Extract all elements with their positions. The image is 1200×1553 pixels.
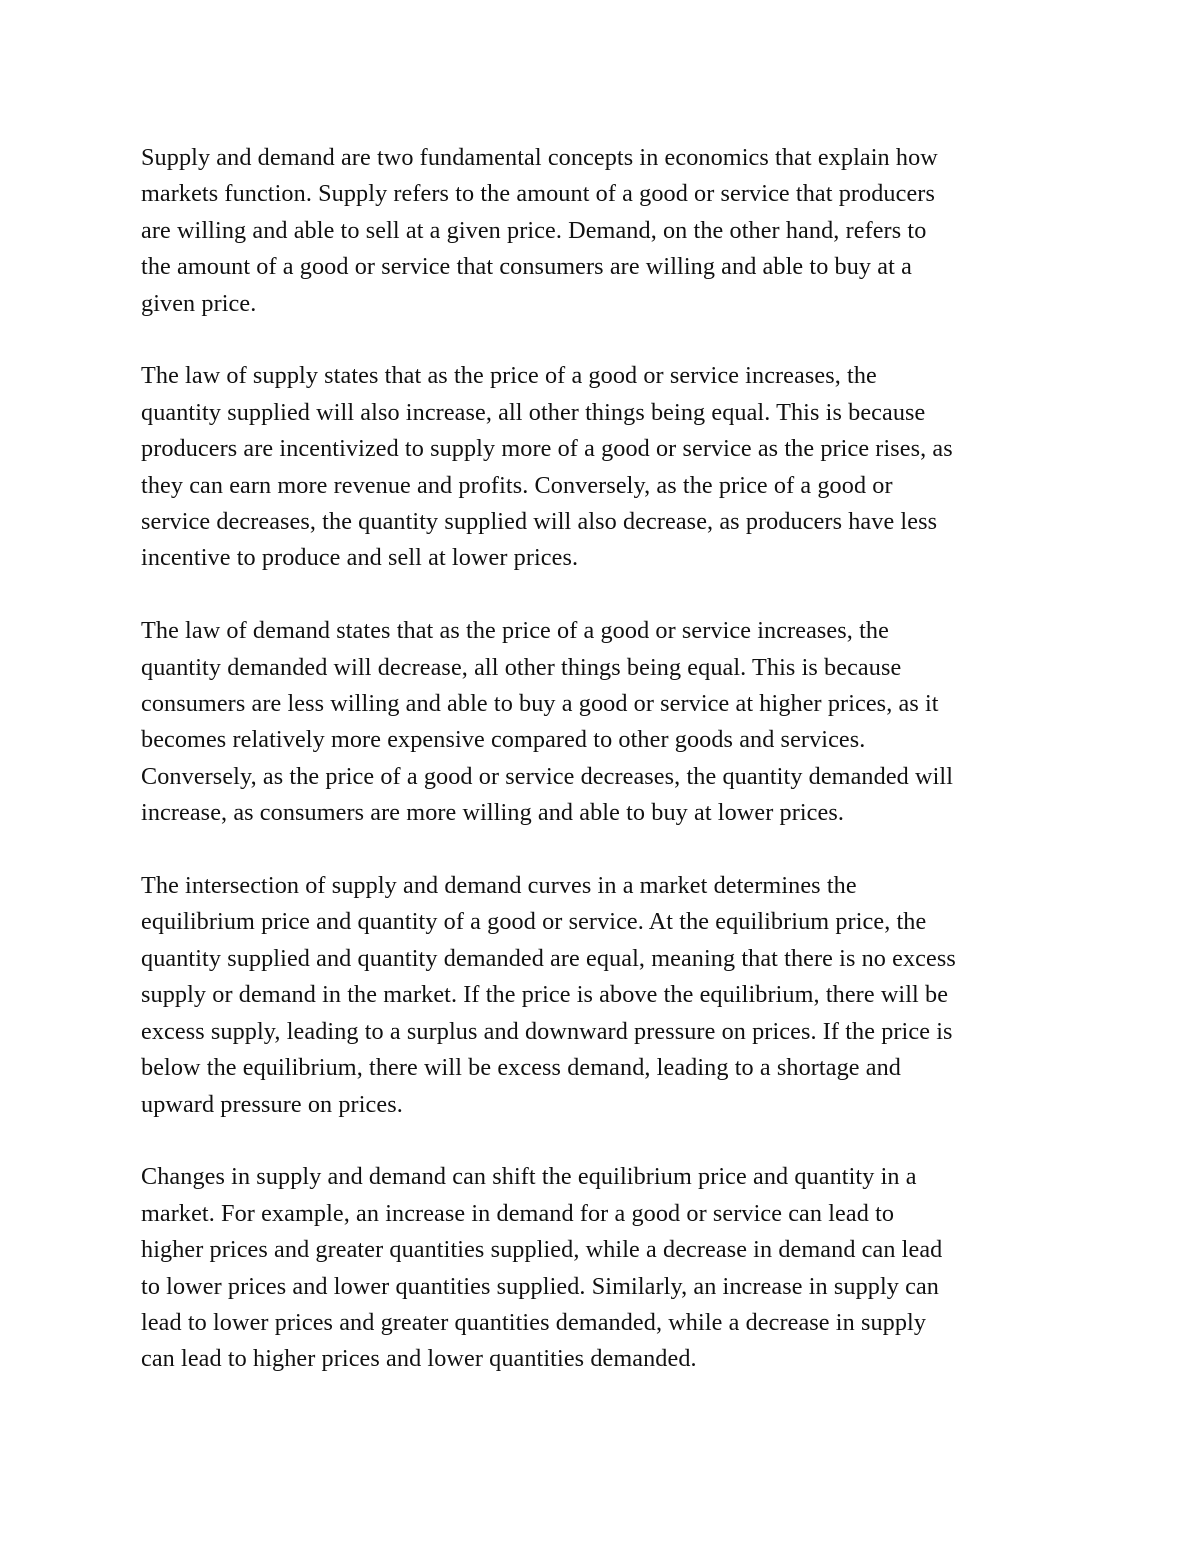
text-line: lead to lower prices and greater quantities demanded, while a decrease in supply — [141, 1308, 927, 1336]
text-line: are willing and able to sell at a given price. Demand, on the other hand, refers to — [141, 216, 927, 244]
text-line: they can earn more revenue and profits. Conversely, as the price of a good or — [141, 471, 893, 499]
text-line: quantity supplied and quantity demanded are equal, meaning that there is no excess — [141, 944, 956, 972]
text-line: markets function. Supply refers to the amount of a good or service that producers — [141, 180, 935, 208]
text-line: producers are incentivized to supply more of a good or service as the price rises, as — [141, 435, 953, 463]
paragraph-supply-demand-intro — [141, 140, 1071, 322]
text-line: higher prices and greater quantities supplied, while a decrease in demand can lead — [141, 1236, 943, 1264]
paragraph-equilibrium — [141, 868, 1071, 1123]
text-line: quantity supplied will also increase, all other things being equal. This is because — [141, 398, 926, 426]
text-line: increase, as consumers are more willing and able to buy at lower prices. — [141, 799, 845, 827]
text-line: The law of supply states that as the price of a good or service increases, the — [141, 362, 877, 390]
document-body — [141, 140, 1071, 1414]
paragraph-law-of-supply — [141, 358, 1071, 576]
text-line: consumers are less willing and able to buy a good or service at higher prices, as it — [141, 690, 939, 718]
text-line: supply or demand in the market. If the price is above the equilibrium, there will be — [141, 981, 949, 1009]
text-line: upward pressure on prices. — [141, 1090, 403, 1118]
text-line: service decreases, the quantity supplied will also decrease, as producers have less — [141, 508, 938, 536]
text-line: to lower prices and lower quantities supplied. Similarly, an increase in supply can — [141, 1272, 939, 1300]
text-line: given price. — [141, 289, 257, 317]
text-line: Conversely, as the price of a good or service decreases, the quantity demanded will — [141, 762, 954, 790]
paragraph-shifts — [141, 1159, 1071, 1377]
text-line: market. For example, an increase in demand for a good or service can lead to — [141, 1199, 895, 1227]
text-line: below the equilibrium, there will be excess demand, leading to a shortage and — [141, 1054, 901, 1082]
text-line: quantity demanded will decrease, all other things being equal. This is because — [141, 653, 902, 681]
text-line: can lead to higher prices and lower quantities demanded. — [141, 1345, 697, 1373]
text-line: incentive to produce and sell at lower prices. — [141, 544, 579, 572]
paragraph-law-of-demand — [141, 613, 1071, 831]
text-line: the amount of a good or service that consumers are willing and able to buy at a — [141, 253, 912, 281]
text-line: Supply and demand are two fundamental concepts in economics that explain how — [141, 144, 938, 171]
text-line: excess supply, leading to a surplus and downward pressure on prices. If the price is — [141, 1017, 953, 1045]
text-line: The law of demand states that as the price of a good or service increases, the — [141, 617, 889, 645]
text-line: becomes relatively more expensive compared to other goods and services. — [141, 726, 866, 754]
text-line: Changes in supply and demand can shift the equilibrium price and quantity in a — [141, 1163, 917, 1191]
text-line: equilibrium price and quantity of a good or service. At the equilibrium price, the — [141, 908, 927, 936]
text-line: The intersection of supply and demand curves in a market determines the — [141, 872, 857, 900]
